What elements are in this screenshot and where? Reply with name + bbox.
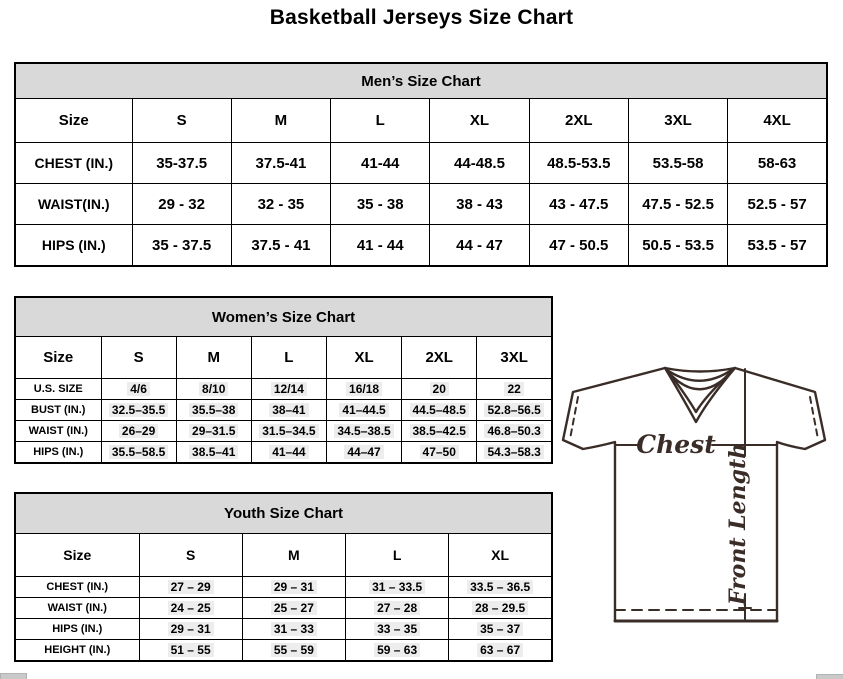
table-row <box>15 619 552 640</box>
value-cell <box>139 619 242 640</box>
value-text: 47.5 - 52.5 <box>642 195 714 213</box>
value-text: 29–31.5 <box>189 424 238 438</box>
value-cell <box>628 184 727 225</box>
table-row <box>15 184 827 225</box>
value-text: 37.5 - 41 <box>251 236 311 254</box>
value-text: 35-37.5 <box>156 154 208 172</box>
value-text: 24 – 25 <box>168 601 214 615</box>
table-row <box>15 598 552 619</box>
value-cell <box>326 421 401 442</box>
value-text: 52.8–56.5 <box>484 403 543 417</box>
value-cell <box>139 598 242 619</box>
jersey-measurement-diagram <box>556 356 832 632</box>
value-cell <box>251 379 326 400</box>
value-cell <box>449 640 552 662</box>
table-title: Youth Size Chart <box>15 493 552 534</box>
value-cell <box>251 442 326 464</box>
value-cell <box>231 225 330 267</box>
column-header-cell: XL <box>430 99 529 143</box>
value-cell <box>242 577 345 598</box>
value-text: 38–41 <box>269 403 308 417</box>
column-header-cell: L <box>331 99 430 143</box>
value-cell <box>628 225 727 267</box>
value-text: 44-48.5 <box>454 154 505 172</box>
value-cell <box>251 421 326 442</box>
row-label-cell: WAIST (IN.) <box>15 421 101 442</box>
column-header-cell: 2XL <box>529 99 628 143</box>
column-header-cell: M <box>242 534 345 577</box>
value-cell <box>402 400 477 421</box>
value-cell <box>139 640 242 662</box>
value-cell <box>430 184 529 225</box>
value-cell <box>242 619 345 640</box>
column-header-cell: L <box>251 337 326 379</box>
value-text: 38 - 43 <box>456 195 503 213</box>
value-text: 58-63 <box>757 154 797 172</box>
column-header-cell: S <box>139 534 242 577</box>
value-text: 8/10 <box>199 382 228 396</box>
row-label-cell: U.S. SIZE <box>15 379 101 400</box>
value-text: 33.5 – 36.5 <box>467 580 533 594</box>
table-row <box>15 225 827 267</box>
value-text: 44.5–48.5 <box>410 403 469 417</box>
value-cell <box>529 143 628 184</box>
value-cell <box>477 400 552 421</box>
mens-size-chart <box>14 62 828 267</box>
table-row <box>15 640 552 662</box>
value-text: 12/14 <box>271 382 307 396</box>
front-length-label: Front Length <box>725 442 751 606</box>
value-text: 29 – 31 <box>168 622 214 636</box>
value-text: 38.5–42.5 <box>410 424 469 438</box>
column-header-cell: XL <box>449 534 552 577</box>
column-header-cell: XL <box>326 337 401 379</box>
value-text: 20 <box>430 382 449 396</box>
value-cell <box>449 577 552 598</box>
table-row <box>15 400 552 421</box>
column-header-cell: L <box>346 534 449 577</box>
row-label-cell: HIPS (IN.) <box>15 442 101 464</box>
value-text: 31 – 33 <box>271 622 317 636</box>
value-text: 28 – 29.5 <box>472 601 528 615</box>
chest-label: Chest <box>636 430 716 459</box>
value-text: 16/18 <box>346 382 382 396</box>
value-text: 31.5–34.5 <box>259 424 318 438</box>
value-cell <box>477 379 552 400</box>
value-cell <box>331 184 430 225</box>
value-text: 27 – 28 <box>374 601 420 615</box>
column-header-cell: 3XL <box>628 99 727 143</box>
value-text: 26–29 <box>119 424 158 438</box>
table-title: Women’s Size Chart <box>15 297 552 337</box>
value-text: 47 - 50.5 <box>549 236 609 254</box>
value-text: 43 - 47.5 <box>549 195 609 213</box>
page-title: Basketball Jerseys Size Chart <box>269 6 574 29</box>
value-cell <box>132 143 231 184</box>
value-cell <box>430 143 529 184</box>
value-cell <box>346 598 449 619</box>
value-cell <box>132 225 231 267</box>
value-cell <box>449 598 552 619</box>
value-cell <box>176 442 251 464</box>
column-header-cell: 3XL <box>477 337 552 379</box>
value-cell <box>101 379 176 400</box>
column-header-cell: M <box>176 337 251 379</box>
value-text: 33 – 35 <box>374 622 420 636</box>
column-header-cell: S <box>101 337 176 379</box>
row-label-cell: WAIST (IN.) <box>15 598 139 619</box>
value-cell <box>132 184 231 225</box>
value-cell <box>346 640 449 662</box>
value-text: 53.5-58 <box>652 154 704 172</box>
value-text: 48.5-53.5 <box>547 154 611 172</box>
value-text: 29 - 32 <box>158 195 205 213</box>
value-text: 63 – 67 <box>477 643 523 657</box>
value-cell <box>449 619 552 640</box>
value-cell <box>402 421 477 442</box>
value-cell <box>231 143 330 184</box>
value-cell <box>402 442 477 464</box>
value-cell <box>176 400 251 421</box>
value-cell <box>231 184 330 225</box>
value-cell <box>477 421 552 442</box>
value-text: 38.5–41 <box>189 445 238 459</box>
value-text: 32 - 35 <box>257 195 305 213</box>
size-header-cell: Size <box>15 99 132 143</box>
value-cell <box>430 225 529 267</box>
value-cell <box>101 421 176 442</box>
column-header-cell: S <box>132 99 231 143</box>
value-cell <box>529 184 628 225</box>
value-text: 22 <box>504 382 523 396</box>
value-text: 35 - 38 <box>356 195 404 213</box>
value-cell <box>331 143 430 184</box>
value-text: 41–44 <box>269 445 308 459</box>
value-text: 44–47 <box>344 445 383 459</box>
youth-size-chart <box>14 492 553 662</box>
value-cell <box>346 577 449 598</box>
row-label-cell: CHEST (IN.) <box>15 577 139 598</box>
value-cell <box>176 421 251 442</box>
row-label-cell: HIPS (IN.) <box>15 225 132 267</box>
value-text: 35.5–38 <box>189 403 238 417</box>
column-header-cell: M <box>231 99 330 143</box>
column-header-cell: 4XL <box>728 99 827 143</box>
size-header-cell: Size <box>15 534 139 577</box>
value-text: 46.8–50.3 <box>484 424 543 438</box>
table-row <box>15 421 552 442</box>
row-label-cell: WAIST(IN.) <box>15 184 132 225</box>
value-text: 35 - 37.5 <box>152 236 212 254</box>
value-cell <box>728 184 827 225</box>
value-text: 29 – 31 <box>271 580 317 594</box>
value-text: 44 - 47 <box>456 236 503 254</box>
value-text: 54.3–58.3 <box>484 445 543 459</box>
table-row <box>15 143 827 184</box>
value-cell <box>477 442 552 464</box>
value-text: 50.5 - 53.5 <box>642 236 714 254</box>
value-cell <box>326 379 401 400</box>
row-label-cell: HEIGHT (IN.) <box>15 640 139 662</box>
row-label-cell: CHEST (IN.) <box>15 143 132 184</box>
value-cell <box>628 143 727 184</box>
value-text: 31 – 33.5 <box>369 580 425 594</box>
value-text: 41 - 44 <box>356 236 404 254</box>
value-cell <box>326 400 401 421</box>
value-text: 32.5–35.5 <box>109 403 168 417</box>
value-cell <box>402 379 477 400</box>
value-text: 4/6 <box>127 382 150 396</box>
table-row <box>15 442 552 464</box>
value-cell <box>251 400 326 421</box>
value-text: 37.5-41 <box>255 154 307 172</box>
value-text: 25 – 27 <box>271 601 317 615</box>
table-row <box>15 379 552 400</box>
value-cell <box>176 379 251 400</box>
value-cell <box>728 225 827 267</box>
value-cell <box>326 442 401 464</box>
value-cell <box>242 640 345 662</box>
value-text: 55 – 59 <box>271 643 317 657</box>
value-cell <box>529 225 628 267</box>
value-text: 34.5–38.5 <box>334 424 393 438</box>
table-row <box>15 577 552 598</box>
table-title: Men’s Size Chart <box>15 63 827 99</box>
row-label-cell: BUST (IN.) <box>15 400 101 421</box>
value-text: 41-44 <box>361 154 400 172</box>
value-text: 53.5 - 57 <box>747 236 807 254</box>
jersey-collar-top <box>665 368 735 372</box>
value-text: 59 – 63 <box>374 643 420 657</box>
value-cell <box>101 400 176 421</box>
value-text: 27 – 29 <box>168 580 214 594</box>
value-cell <box>346 619 449 640</box>
value-cell <box>331 225 430 267</box>
value-cell <box>728 143 827 184</box>
scrollbar-fragment-right[interactable] <box>816 674 843 679</box>
value-cell <box>242 598 345 619</box>
value-cell <box>101 442 176 464</box>
value-text: 35.5–58.5 <box>109 445 168 459</box>
value-text: 52.5 - 57 <box>747 195 807 213</box>
scrollbar-fragment-left[interactable] <box>0 673 27 679</box>
size-header-cell: Size <box>15 337 101 379</box>
value-text: 47–50 <box>420 445 459 459</box>
column-header-cell: 2XL <box>402 337 477 379</box>
value-text: 41–44.5 <box>339 403 388 417</box>
womens-size-chart <box>14 296 553 464</box>
value-cell <box>139 577 242 598</box>
value-text: 35 – 37 <box>477 622 523 636</box>
row-label-cell: HIPS (IN.) <box>15 619 139 640</box>
value-text: 51 – 55 <box>168 643 214 657</box>
jersey-outline <box>563 368 825 621</box>
